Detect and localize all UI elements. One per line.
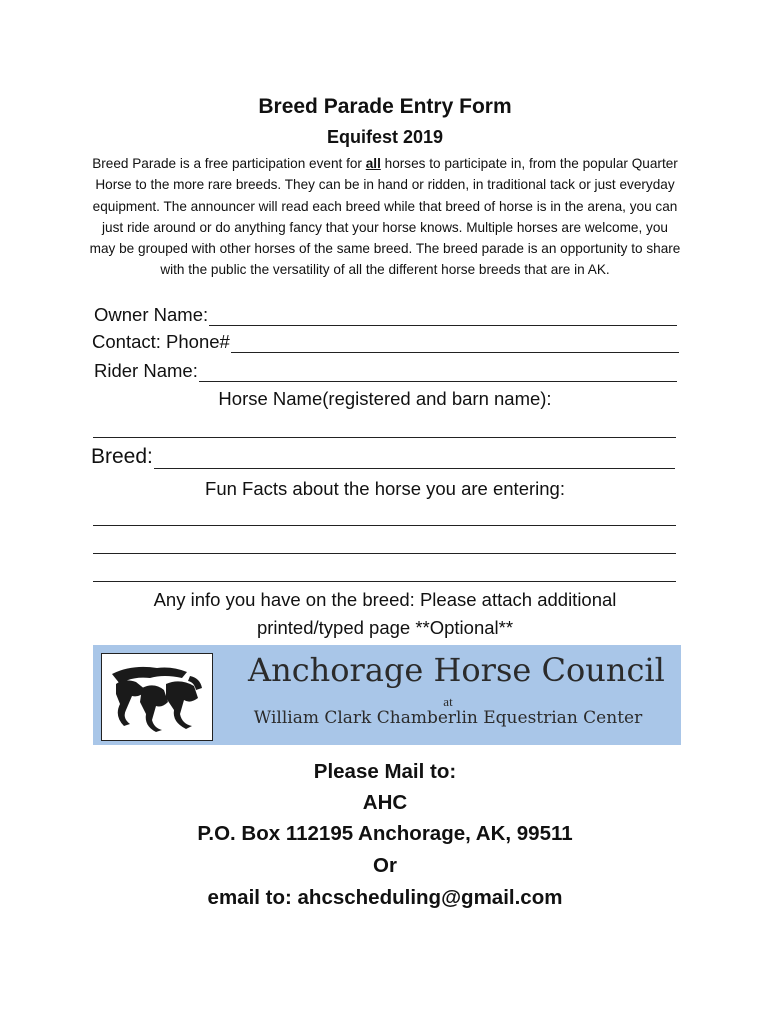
owner-name-field[interactable] — [94, 304, 677, 326]
description-text-start: Breed Parade is a free participation event for — [92, 156, 366, 171]
fun-facts-line-3[interactable] — [93, 581, 676, 582]
description-paragraph — [88, 153, 682, 281]
description-text-end: horses to participate in, from the popular Quarter Horse to the more rare breeds. They can be in hand or ridden, in traditional tack or just everyday equipment. The announcer will read each breed while that breed of horse is in the arena, you can just ride around or do anything fancy that your horse knows. Multiple horses are welcome, you may be grouped with other horses of the same breed. The breed parade is an opportunity to share with the public the versatility of all the different horse breeds that are in AK. — [89, 156, 681, 278]
event-subtitle: Equifest 2019 — [326, 127, 444, 147]
mail-or: Or — [373, 854, 397, 877]
breed-info-line-2: printed/typed page **Optional** — [256, 617, 514, 638]
mail-address: P.O. Box 112195 Anchorage, AK, 99511 — [197, 822, 573, 845]
fun-facts-label: Fun Facts about the horse you are entering: — [205, 478, 565, 499]
form-title: Breed Parade Entry Form — [258, 95, 512, 118]
horse-name-line[interactable] — [93, 437, 676, 438]
breed-label: Breed: — [91, 445, 153, 468]
logo-at: at — [443, 694, 453, 709]
contact-phone-label: Contact: Phone# — [92, 331, 230, 352]
horse-name-label: Horse Name(registered and barn name): — [218, 388, 552, 409]
contact-phone-field[interactable] — [92, 331, 679, 353]
breed-field[interactable] — [91, 445, 675, 469]
logo-subtitle: William Clark Chamberlin Equestrian Center — [253, 708, 643, 728]
fun-facts-line-1[interactable] — [93, 525, 676, 526]
rider-name-line[interactable] — [199, 362, 677, 382]
owner-name-label: Owner Name: — [94, 304, 209, 325]
mail-org: AHC — [362, 791, 408, 814]
owner-name-line[interactable] — [209, 306, 677, 326]
rider-name-field[interactable] — [94, 360, 677, 382]
fun-facts-line-2[interactable] — [93, 553, 676, 554]
rider-name-label: Rider Name: — [94, 360, 198, 381]
breed-line[interactable] — [154, 447, 675, 469]
contact-phone-line[interactable] — [231, 333, 679, 353]
description-emphasis: all — [365, 156, 381, 171]
council-logo-banner — [93, 645, 681, 745]
mail-heading: Please Mail to: — [313, 760, 457, 783]
horses-icon — [101, 653, 213, 741]
mail-email[interactable]: email to: ahcscheduling@gmail.com — [207, 886, 563, 909]
logo-title: Anchorage Horse Council — [248, 651, 665, 689]
breed-info-line-1: Any info you have on the breed: Please attach additional — [153, 589, 617, 610]
